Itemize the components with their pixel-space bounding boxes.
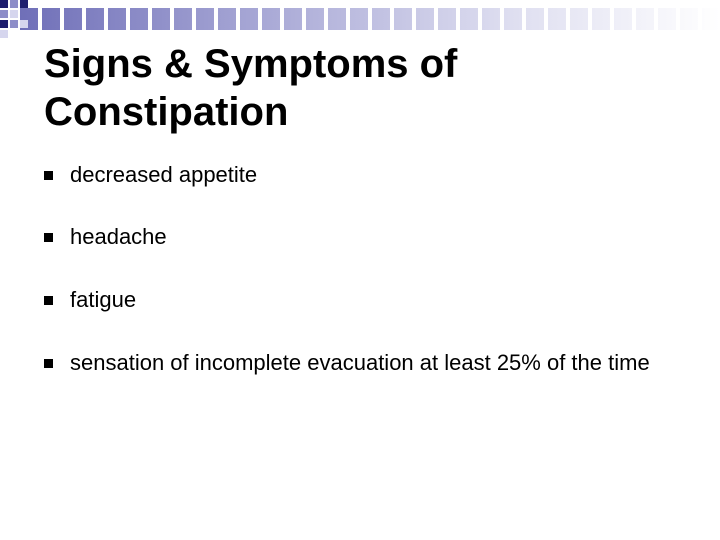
list-item xyxy=(44,287,136,313)
square-bullet-icon xyxy=(44,233,53,242)
list-item-text: fatigue xyxy=(70,287,137,312)
decorative-square xyxy=(0,10,8,18)
decorative-square xyxy=(10,10,18,18)
list-item-text: headache xyxy=(70,224,167,249)
decorative-square xyxy=(10,0,18,8)
slide-title: Signs & Symptoms of Constipation xyxy=(44,42,458,134)
decorative-square xyxy=(20,0,28,8)
decorative-square xyxy=(0,20,8,28)
list-item-text: decreased appetite xyxy=(70,162,258,187)
square-bullet-icon xyxy=(44,359,53,368)
decorative-square xyxy=(0,30,8,38)
decorative-square xyxy=(0,0,8,8)
list-item-text: sensation of incomplete evacuation at least 25% of the time xyxy=(70,350,650,375)
list-item xyxy=(44,350,670,376)
decorative-square xyxy=(20,20,28,28)
list-item xyxy=(44,224,167,250)
list-item xyxy=(44,162,257,188)
square-bullet-icon xyxy=(44,296,53,305)
decorative-square xyxy=(10,20,18,28)
gradient-band-grid xyxy=(20,8,720,30)
square-bullet-icon xyxy=(44,171,53,180)
